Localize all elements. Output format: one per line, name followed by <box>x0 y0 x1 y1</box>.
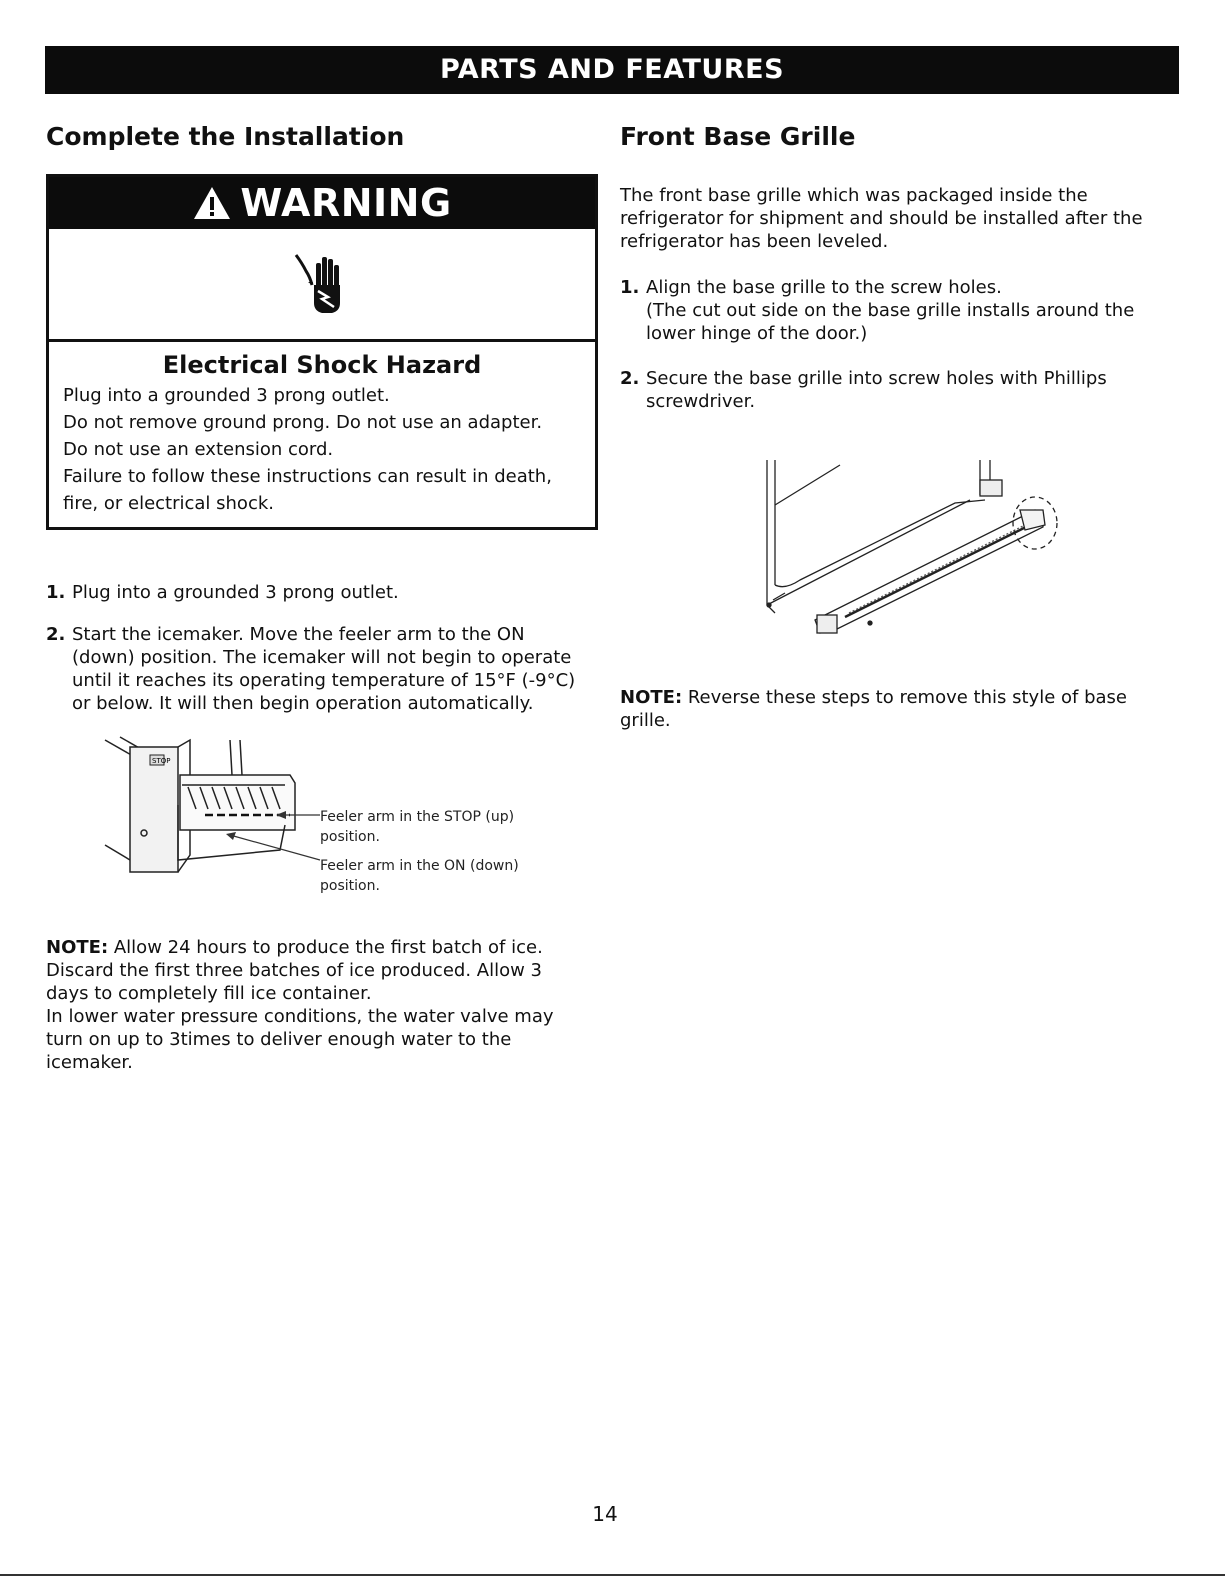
note-text: Reverse these steps to remove this style of base grille. <box>620 687 1127 731</box>
note-text-pressure: In lower water pressure conditions, the water valve may turn on up to 3times to deliver enough water to the icemaker. <box>46 1006 554 1073</box>
step-number: 2. <box>620 368 640 389</box>
callout-feeler-stop: Feeler arm in the STOP (up) position. <box>320 809 515 845</box>
section-title-complete-installation: Complete the Installation <box>46 122 405 151</box>
section-title-front-base-grille: Front Base Grille <box>620 122 856 151</box>
grille-intro: The front base grille which was packaged inside the refrigerator for shipment and should be installed after the refrigerator has been leveled. <box>620 185 1143 252</box>
callout-feeler-on: Feeler arm in the ON (down) position. <box>320 858 519 894</box>
step-text: Start the icemaker. Move the feeler arm to the ON (down) position. The icemaker will not begin to operate until it reaches its operating temperature of 15°F (-9°C) or below. It will then begin operation automatically. <box>72 624 576 714</box>
step-number: 1. <box>46 582 66 603</box>
step-text: Plug into a grounded 3 prong outlet. <box>72 582 399 603</box>
hazard-line: Plug into a grounded 3 prong outlet. <box>63 385 390 406</box>
hazard-line: Do not use an extension cord. <box>63 439 334 460</box>
warning-header <box>49 177 595 229</box>
grille-step-1 <box>620 276 1165 345</box>
install-step-2 <box>46 623 586 715</box>
hazard-line: fire, or electrical shock. <box>63 493 274 514</box>
note-text: Allow 24 hours to produce the first batch of ice. Discard the first three batches of ice produced. Allow 3 days to completely fill ice container. <box>46 937 543 1004</box>
bottom-rule <box>0 1574 1225 1576</box>
warning-label: WARNING <box>240 181 452 225</box>
electric-shock-hand-icon <box>292 249 352 319</box>
step-number: 2. <box>46 624 66 645</box>
shock-hazard-icon-area <box>49 229 595 342</box>
warning-box <box>46 174 598 530</box>
hazard-line: Failure to follow these instructions can result in death, <box>63 466 552 487</box>
stop-label: STOP <box>152 757 171 765</box>
hazard-line: Do not remove ground prong. Do not use an adapter. <box>63 412 543 433</box>
grille-step-2 <box>620 367 1165 413</box>
warning-triangle-icon <box>192 185 232 221</box>
note-label: NOTE: <box>46 937 109 958</box>
page-number: 14 <box>592 1502 618 1526</box>
note-icemaker <box>46 936 566 1074</box>
callout-arrows <box>180 805 325 885</box>
hazard-title: Electrical Shock Hazard <box>162 351 482 379</box>
note-label: NOTE: <box>620 687 683 708</box>
hazard-instructions <box>49 382 595 517</box>
page-header: PARTS AND FEATURES <box>45 46 1179 94</box>
step-text: Align the base grille to the screw holes. <box>646 277 1002 298</box>
base-grille-illustration <box>745 455 1065 645</box>
step-text: Secure the base grille into screw holes with Phillips screwdriver. <box>646 368 1107 412</box>
install-step-1 <box>46 581 586 604</box>
step-subtext: (The cut out side on the base grille installs around the lower hinge of the door.) <box>646 300 1135 344</box>
step-number: 1. <box>620 277 640 298</box>
note-grille <box>620 686 1165 732</box>
